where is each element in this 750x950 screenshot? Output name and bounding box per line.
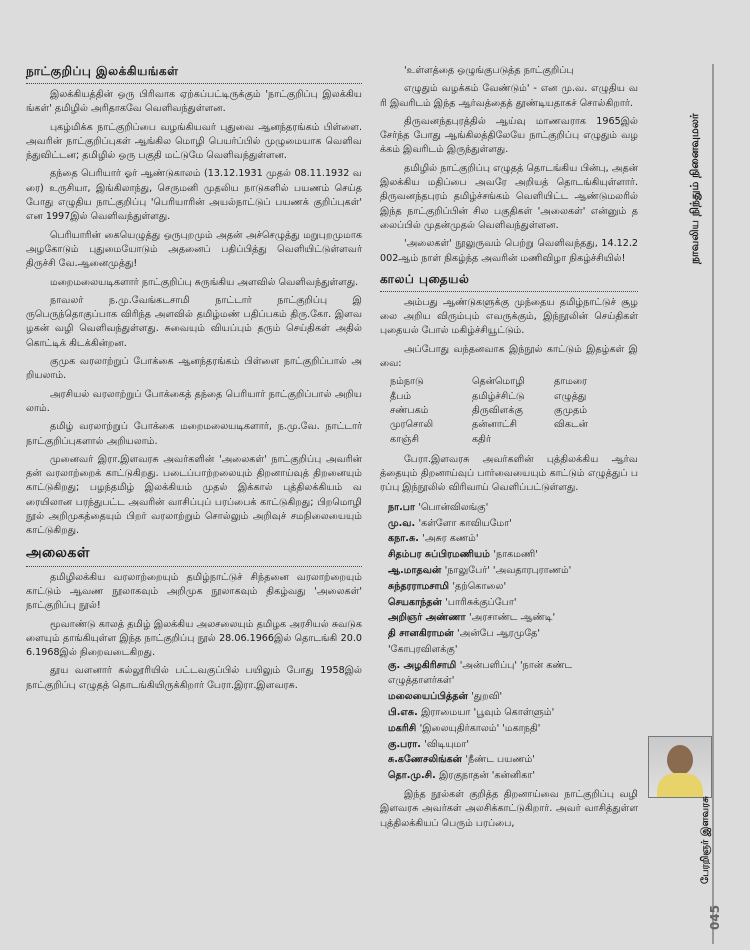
book-entry — [380, 768, 638, 784]
book-author: சிதம்பர சுப்பிரமணியம் — [388, 549, 494, 561]
section-heading-diaries: நாட்குறிப்பு இலக்கியங்கள் — [26, 64, 362, 84]
magazine-name: எழுத்து — [554, 390, 587, 402]
book-title: 'இலையுதிர்காலம்' 'மகாநதி' — [419, 722, 541, 734]
right-paragraphs-3 — [380, 453, 638, 496]
sidebar-vertical-title: நாவலிய நிந்தும் நினைவுமலர் — [688, 113, 701, 264]
left-paragraphs-1 — [26, 88, 362, 539]
book-entry — [380, 516, 638, 532]
quote-line: 'உள்ளத்தை ஒழுங்குபடுத்த நாட்குறிப்பு — [404, 65, 574, 76]
magazine-name: தீபம் — [390, 390, 412, 402]
book-entry — [380, 500, 638, 516]
book-author: தி சானகிராமன் — [388, 628, 458, 640]
magazine-name: காஞ்சி — [390, 433, 419, 445]
book-title: 'பாரிசுக்குப்போ' — [445, 596, 517, 608]
magazine-name: கதிர் — [472, 433, 492, 445]
book-entry — [380, 579, 638, 595]
paragraph: அப்போது வந்தனவாக இந்நூல் காட்டும் இதழ்கள் இவை: — [380, 343, 638, 370]
book-title: இராமையா 'பூவும் கொள்ளும்' — [421, 707, 555, 719]
paragraph: இந்த நூல்கள் குறித்த திறனாய்வை நாட்குறிப்பு வழி இளவரசு அவர்கள் அலசிக்காட்டுகிறார். அவர் வாசித்துள்ள புத்திலக்கியப் பெரும் பரப்பை, — [380, 789, 638, 829]
book-title: 'அரசாண்ட ஆண்டி' — [469, 612, 556, 624]
sidebar-strip — [648, 64, 726, 944]
book-author: அறிஞர் அண்ணா — [388, 612, 470, 624]
paragraph: தந்தை பெரியார் ஓர் ஆண்டுகாலம் (13.12.1931 முதல் 08.11.1932 வரை) உருசியா, இங்கிலாந்து, செருமனி முதலிய நாடுகளில் பயணம் செய்த போது எழுதிய நாட்குறிப்பு 'பெரியாரின் அயல்நாட்டுப் பயணக் குறிப்புகள்' என 1997இல் வெளிவந்துள்ளது. — [26, 168, 362, 223]
magazine-name: சண்பகம் — [390, 404, 429, 416]
book-entry — [380, 689, 638, 705]
book-entry — [380, 673, 638, 689]
magazine-name: தாமரை — [554, 376, 588, 388]
paragraph: முனைவர் இரா.இளவரசு அவர்களின் 'அலைகள்' நாட்குறிப்பு அவரின் தன் வரலாற்றைக் காட்டுகிறது. படைப்பாற்றலையும் திறனாய்வுத் திறனையும் காட்டுகிறது; பழந்தமிழ் இலக்கியம் முதல் இக்கால் புத்திலக்கியம் வரையிலான பரந்துபட்ட அவரின் வாசிப்புப் பரப்பைக் காட்டுகிறது; பிறமொழி நூல் அறிமுகத்தையும் பிறர் வரலாற்றும் சொல்லும் அறிவுச் சமநிலையையும் காட்டுகிறது. — [26, 453, 362, 537]
book-entry — [380, 752, 638, 768]
magazine-list — [390, 375, 638, 446]
book-author: ஆ.மாதவன் — [388, 564, 445, 576]
paragraph: நாவலர் ந.மு.வேங்கடசாமி நாட்டார் நாட்குறிப்பு இருபெருந்தொகுப்பாக விரிந்த அளவில் தமிழ்மண் பதிப்பகம் திரு.கோ. இளவழகன் வழி வெளிவந்துள்ளது. சுவையும் வியப்பும் தரும் செய்திகள் அதில் கொட்டிக் கிடக்கின்றன. — [26, 294, 362, 349]
magazine-name: தென்மொழி — [472, 376, 525, 388]
book-title: 'தற்கொலை' — [452, 580, 507, 592]
book-title: இரகுநாதன் 'கன்னிகா' — [439, 770, 536, 782]
book-title: 'துறவி' — [471, 691, 503, 703]
book-entry — [380, 721, 638, 737]
book-title: 'விடியுமா' — [424, 738, 470, 750]
paragraph: தமிழ் வரலாற்றுப் போக்கை மறைமலையடிகளார், ந.மு.வே. நாட்டார் நாட்குறிப்புகளால் அறியலாம். — [26, 421, 362, 447]
paragraph: இலக்கியத்தின் ஒரு பிரிவாக ஏற்கப்பட்டிருக்கும் 'நாட்குறிப்பு இலக்கியங்கள்' தமிழில் அரிதாகவே வெளிவந்துள்ளன. — [26, 89, 362, 115]
paragraph: மறைமலையடிகளார் நாட்குறிப்பு சுருங்கிய அளவில் வெளிவந்துள்ளது. — [50, 276, 359, 288]
magazine-name: தமிழ்ச்சிட்டு — [472, 390, 525, 402]
book-entry — [380, 610, 638, 626]
book-entry — [380, 563, 638, 579]
book-author: மலையைப்பித்தன் — [388, 691, 472, 703]
section-heading-alaigal: அலைகள் — [26, 545, 362, 567]
paragraph: திருவனந்தபுரத்தில் ஆய்வு மாணவராக 1965இல் சேர்ந்த போது ஆங்கிலத்திலேயே நாட்குறிப்பு எழுதும் வழக்கம் இவரிடம் இருந்துள்ளது. — [380, 115, 638, 156]
book-title: 'நீண்ட பயணம்' — [465, 754, 535, 766]
sidebar-vertical-subtitle: பேரறிஞர் இளவரசு — [700, 796, 711, 884]
paragraph: புகழ்மிக்க நாட்குறிப்பை வழங்கியவர் புதுவை ஆனந்தரங்கம் பிள்ளை. அவரின் நாட்குறிப்புகள் ஆங்கில மொழி பெயர்ப்பில் முழுமையாக வெளிவந்துவிட்டன; தமிழில் ஒரு பகுதி மட்டுமே வெளிவந்துள்ளன. — [26, 121, 362, 162]
book-author: நா.பா — [388, 501, 419, 513]
book-title: 'கோபுரவிளக்கு' — [388, 643, 458, 655]
paragraph: குமுக வரலாற்றுப் போக்கை ஆனந்தரங்கம் பிள்ளை நாட்குறிப்பால் அறியலாம். — [26, 356, 362, 382]
book-author: மகரிசி — [388, 722, 420, 734]
right-paragraphs-2 — [380, 296, 638, 371]
paragraph: தமிழிலக்கிய வரலாற்றையும் தமிழ்நாட்டுச் சிந்தனை வரலாற்றையும் காட்டும் ஆவண நூலாகவும் அறிமுக நூலாகவும் திகழ்வது 'அலைகள்' நாட்குறிப்பு நூல்! — [26, 571, 362, 612]
book-title: 'அன்பே ஆரமுதே' — [457, 628, 541, 640]
paragraph: தமிழில் நாட்குறிப்பு எழுதத் தொடங்கிய பின்பு, அதன் இலக்கிய மதிப்பை அவரே அறியத் தொடங்கியுள்ளார். திருவனந்தபுரம் தமிழ்ச்சங்கம் வெளியிட்ட ஆண்டுமலரில் இந்த நாட்குறிப்பின் சில பகுதிகள் 'அலைகள்' என்னும் தலைப்பில் முதன்முதல் வெளிவந்துள்ளன. — [380, 162, 638, 231]
book-entry — [380, 595, 638, 611]
photo-head — [667, 745, 693, 775]
magazine-name: திருவிளக்கு — [472, 404, 523, 416]
magazine-name: விகடன் — [554, 419, 588, 431]
right-paragraphs-4 — [380, 788, 638, 831]
paragraph: எழுதும் வழக்கம் வேண்டும்' - என மு.வ. எழுதிய வரி இவரிடம் இந்த ஆர்வத்தைத் தூண்டியதாகச் சொல்கிறார். — [380, 83, 638, 109]
paragraph: பெரியாரின் கையெழுத்து ஒருபுறமும் அதன் அச்செழுத்து மறுபுறமுமாக அழகோடும் புதுமையோடும் அதனைப் பதிப்பித்து வெளியிட்டுள்ளவர் திருச்சி வே.ஆனைமுத்து! — [26, 229, 362, 270]
book-title: 'அசுர கணம்' — [422, 533, 479, 545]
book-title: எழுத்தாளர்கள்' — [388, 675, 455, 687]
photo-body — [657, 773, 703, 798]
book-entry — [380, 705, 638, 721]
left-paragraphs-2 — [26, 571, 362, 693]
paragraph: அம்பது ஆண்டுகளுக்கு முந்தைய தமிழ்நாட்டுச் சூழலை அறிய விரும்பும் எவருக்கும், இந்நூலின் செய்திகள் புதையல் போல் மகிழ்ச்சியூட்டும். — [380, 296, 638, 337]
paragraph: தூய வளனார் கல்லூரியில் பட்டவகுப்பில் பயிலும் போது 1958இல் நாட்குறிப்பு எழுதத் தொடங்கியிருக்கிறார் பேரா.இரா.இளவரசு. — [26, 665, 362, 691]
book-author: பி.எசு. — [388, 707, 422, 719]
author-photo — [648, 736, 712, 798]
book-list — [380, 500, 638, 784]
book-entry — [380, 658, 638, 674]
paragraph: அரசியல் வரலாற்றுப் போக்கைத் தந்தை பெரியார் நாட்குறிப்பால் அறியலாம். — [26, 388, 362, 414]
magazine-name: குமுதம் — [554, 404, 588, 416]
book-entry — [380, 737, 638, 753]
page-number: 045 — [708, 904, 722, 930]
book-title: 'பொன்விலங்கு' — [418, 501, 489, 513]
section-heading-treasure: காலப் புதையல் — [380, 272, 638, 292]
book-author: தொ.மு.சி. — [388, 770, 440, 782]
book-author: கநா.சு. — [388, 533, 423, 545]
magazine-name: முரசொலி — [390, 419, 434, 431]
book-author: மு.வ. — [388, 517, 419, 529]
paragraph: 'அலைகள்' நூலுருவம் பெற்று வெளிவந்தது, 14.12.2002ஆம் நாள் நிகழ்ந்த அவரின் மணிவிழா நிகழ்ச்சியில்! — [380, 238, 638, 264]
left-column — [26, 64, 362, 697]
book-author: சுந்தரராமசாமி — [388, 580, 453, 592]
book-entry — [380, 531, 638, 547]
magazine-name — [554, 433, 636, 447]
book-entry — [380, 626, 638, 642]
sidebar-divider — [712, 64, 714, 944]
book-title: 'அன்பளிப்பு' 'நான் கண்ட — [459, 659, 573, 671]
right-paragraphs-1 — [380, 82, 638, 266]
book-author: சு.கணேசலிங்கன் — [388, 754, 466, 766]
paragraph: மூவாண்டு காலத் தமிழ் இலக்கிய அலசலையும் தமிழக அரசியல் சுவடுகளையும் தாங்கியுள்ள இந்த நாட்குறிப்பு நூல் 28.06.1966இல் தொடங்கி 20.06.1968இல் நிறைவடைகிறது. — [26, 618, 362, 659]
book-title: 'நாலுபேர்' 'அவதாரபுராணம்' — [444, 564, 572, 576]
paragraph: பேரா.இளவரசு அவர்களின் புத்திலக்கிய ஆர்வத்தையும் திறனாய்வுப் பார்வையையும் காட்டும் எழுத்துப் பரப்பு இந்நூலில் விரிவாய் வெளிப்பட்டுள்ளது. — [380, 453, 638, 494]
book-title: 'நாகமணி' — [493, 549, 538, 561]
book-entry — [380, 642, 638, 658]
book-author: கு.பரா. — [388, 738, 425, 750]
book-author: கு. அழகிரிசாமி — [388, 659, 460, 671]
book-title: 'கள்ளோ காவியமோ' — [418, 517, 512, 529]
right-column — [380, 64, 638, 835]
magazine-name: தன்னாட்சி — [472, 419, 518, 431]
book-entry — [380, 547, 638, 563]
book-author: செயகாந்தன் — [388, 596, 446, 608]
magazine-name: நம்நாடு — [390, 376, 424, 388]
